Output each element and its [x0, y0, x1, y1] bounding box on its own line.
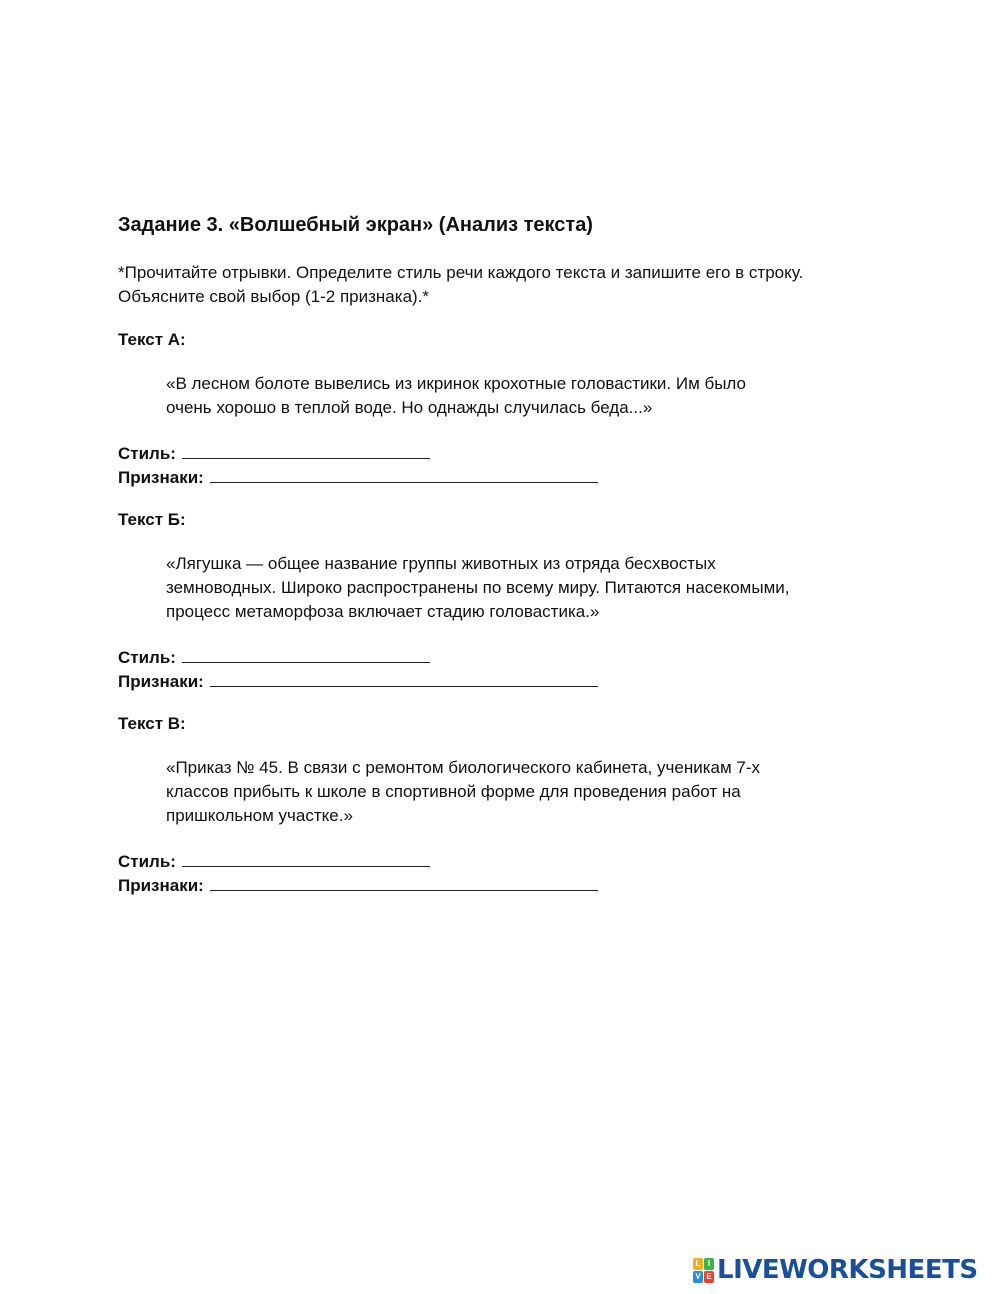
- style-answer-row: [118, 644, 878, 668]
- logo-mark-letter: E: [704, 1271, 714, 1283]
- style-answer-input[interactable]: [182, 848, 430, 867]
- style-answer-row: [118, 440, 878, 464]
- logo-mark-icon: [693, 1258, 714, 1283]
- answer-block: [118, 848, 878, 896]
- section-quote: «Лягушка — общее название группы животных из отряда бесхвостых земноводных. Широко распространены по всему миру. Питаются насекомыми, процесс метаморфоза включает стадию головастика.»: [166, 554, 790, 621]
- answer-block: [118, 440, 878, 488]
- style-label: Стиль:: [118, 648, 176, 667]
- text-section-b: [118, 508, 878, 692]
- logo-text: LIVEWORKSHEETS: [717, 1255, 978, 1285]
- logo-mark-letter: L: [693, 1258, 703, 1270]
- logo-mark-letter: I: [704, 1258, 714, 1270]
- style-answer-input[interactable]: [182, 440, 430, 459]
- style-label: Стиль:: [118, 852, 176, 871]
- answer-block: [118, 644, 878, 692]
- section-label: Текст Б:: [118, 510, 186, 529]
- text-section-a: [118, 328, 878, 488]
- signs-answer-input[interactable]: [210, 872, 598, 891]
- signs-answer-row: [118, 668, 878, 692]
- liveworksheets-logo: [693, 1257, 978, 1283]
- signs-answer-row: [118, 464, 878, 488]
- style-answer-row: [118, 848, 878, 872]
- signs-answer-input[interactable]: [210, 464, 598, 483]
- signs-label: Признаки:: [118, 468, 204, 487]
- worksheet-page: [118, 212, 878, 916]
- signs-answer-input[interactable]: [210, 668, 598, 687]
- style-answer-input[interactable]: [182, 644, 430, 663]
- section-label: Текст А:: [118, 330, 186, 349]
- text-section-c: [118, 712, 878, 896]
- task-instructions: *Прочитайте отрывки. Определите стиль речи каждого текста и запишите его в строку. Объясните свой выбор (1-2 признака).*: [118, 263, 804, 306]
- task-title: Задание 3. «Волшебный экран» (Анализ текста): [118, 214, 593, 236]
- section-label: Текст В:: [118, 714, 186, 733]
- style-label: Стиль:: [118, 444, 176, 463]
- section-quote: «В лесном болоте вывелись из икринок крохотные головастики. Им было очень хорошо в теплой воде. Но однажды случилась беда...»: [166, 374, 747, 417]
- logo-mark-letter: V: [693, 1271, 703, 1283]
- signs-label: Признаки:: [118, 876, 204, 895]
- signs-answer-row: [118, 872, 878, 896]
- section-quote: «Приказ № 45. В связи с ремонтом биологического кабинета, ученикам 7-х классов прибыть к школе в спортивной форме для проведения работ на пришкольном участке.»: [166, 758, 761, 825]
- signs-label: Признаки:: [118, 672, 204, 691]
